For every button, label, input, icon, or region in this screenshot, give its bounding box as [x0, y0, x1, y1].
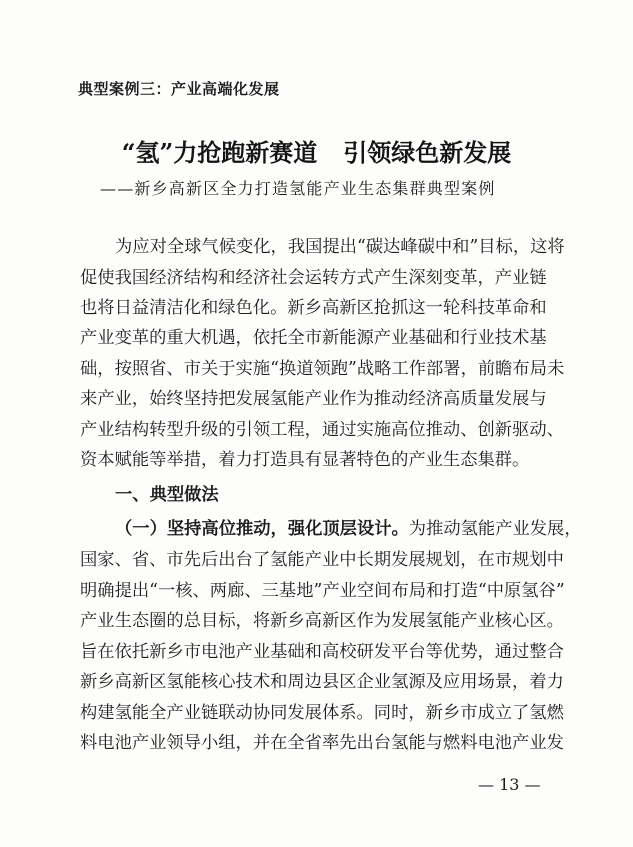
paragraph-line: 旨在依托新乡市电池产业基础和高校研发平台等优势，通过整合: [80, 642, 564, 662]
title-part-2: 引领绿色新发展: [343, 138, 512, 167]
page-number: — 13 —: [478, 775, 541, 794]
subsection-first-line: [115, 514, 582, 539]
paragraph-line: 构建氢能全产业链联动协同发展体系。同时，新乡市成立了氢燃: [80, 703, 564, 723]
paragraph-line: 料电池产业领导小组，并在全省率先出台氢能与燃料电池产业发: [80, 733, 564, 753]
subsection-lead-rest: 为推动氢能产业发展，: [408, 519, 582, 539]
paragraph-line: 促使我国经济结构和经济社会运转方式产生深刻变革，产业链: [80, 268, 547, 288]
subsection-lead: （一）坚持高位推动，强化顶层设计。: [115, 519, 409, 539]
title-part-1: “氢”力抢跑新赛道: [121, 138, 318, 167]
paragraph-line: 明确提出“一核、两廊、三基地”产业空间布局和打造“中原氢谷”: [80, 581, 565, 601]
paragraph-line: 资本赋能等举措，着力打造具有显著特色的产业生态集群。: [80, 450, 530, 470]
paragraph-line: 来产业，始终坚持把发展氢能产业作为推动经济高质量发展与: [80, 389, 547, 409]
paragraph-line: 产业生态圈的总目标，将新乡高新区作为发展氢能产业核心区。: [80, 611, 564, 631]
paragraph-line: 也将日益清洁化和绿色化。新乡高新区抢抓这一轮科技革命和: [80, 298, 547, 318]
document-title: [0, 133, 633, 168]
case-label: 典型案例三：产业高端化发展: [78, 80, 280, 98]
paragraph-line: 为应对全球气候变化，我国提出“碳达峰碳中和”目标，这将: [115, 237, 565, 257]
paragraph-line: 产业结构转型升级的引领工程，通过实施高位推动、创新驱动、: [80, 420, 564, 440]
paragraph-line: 础，按照省、市关于实施“换道领跑”战略工作部署，前瞻布局未: [80, 359, 565, 379]
paragraph-line: 产业变革的重大机遇，依托全市新能源产业基础和行业技术基: [80, 328, 547, 348]
paragraph-line: 国家、省、市先后出台了氢能产业中长期发展规划，在市规划中: [80, 550, 564, 570]
section-heading: 一、典型做法: [115, 485, 219, 505]
document-subtitle: ——新乡高新区全力打造氢能产业生态集群典型案例: [100, 179, 496, 198]
paragraph-line: 新乡高新区氢能核心技术和周边县区企业氢源及应用场景，着力: [80, 672, 564, 692]
